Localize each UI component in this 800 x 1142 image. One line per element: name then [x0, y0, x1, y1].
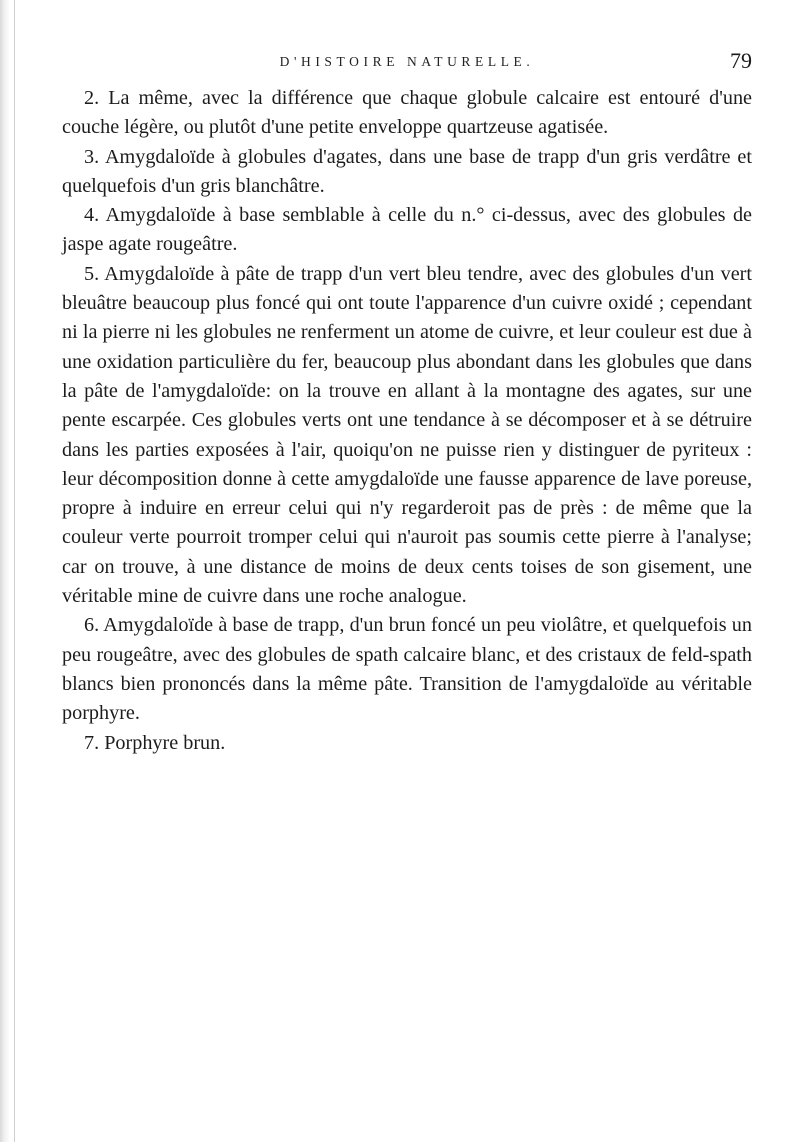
body-text: [62, 84, 752, 758]
page-edge-shadow: [0, 0, 10, 1142]
paragraph-item-3: 3. Amygdaloïde à globules d'agates, dans une base de trapp d'un gris verdâtre et quelquefois d'un gris blanchâtre.: [62, 145, 752, 197]
book-page: [62, 40, 752, 758]
paragraph-item-4: 4. Amygdaloïde à base semblable à celle du n.° ci-dessus, avec des globules de jaspe agate rougeâtre.: [62, 204, 752, 256]
paragraph-item-6: 6. Amygdaloïde à base de trapp, d'un brun foncé un peu violâtre, et quelquefois un peu rougeâtre, avec des globules de spath calcaire blanc, et des cristaux de feld-spath blancs bien prononcés dans la même pâte. Transition de l'amygdaloïde au véritable porphyre.: [62, 614, 752, 725]
running-head: [62, 40, 752, 84]
running-title: D'HISTOIRE NATURELLE.: [279, 54, 535, 69]
gutter-rule: [14, 0, 15, 1142]
paragraph-item-7: 7. Porphyre brun.: [84, 731, 226, 754]
paragraph-item-2: 2. La même, avec la différence que chaque globule calcaire est entouré d'une couche légère, ou plutôt d'une petite enveloppe quartzeuse agatisée.: [62, 87, 752, 139]
page-number: 79: [730, 48, 752, 73]
paragraph-item-5: 5. Amygdaloïde à pâte de trapp d'un vert bleu tendre, avec des globules d'un vert bleuâtre beaucoup plus foncé qui ont toute l'apparence d'un cuivre oxidé ; cependant ni la pierre ni les globules ne renferment un atome de cuivre, et leur couleur est due à une oxidation particulière du fer, beaucoup plus abondant dans les globules que dans la pâte de l'amygdaloïde: on la trouve en allant à la montagne des agates, sur une pente escarpée. Ces globules verts ont une tendance à se décomposer et à se détruire dans les parties exposées à l'air, quoiqu'on ne puisse rien y distinguer de pyriteux : leur décomposition donne à cette amygdaloïde une fausse apparence de lave poreuse, propre à induire en erreur celui qui n'y regarderoit pas de près : de même que la couleur verte pourroit tromper celui qui n'auroit pas soumis cette pierre à l'analyse; car on trouve, à une distance de moins de deux cents toises de son gisement, une véritable mine de cuivre dans une roche analogue.: [62, 262, 752, 608]
